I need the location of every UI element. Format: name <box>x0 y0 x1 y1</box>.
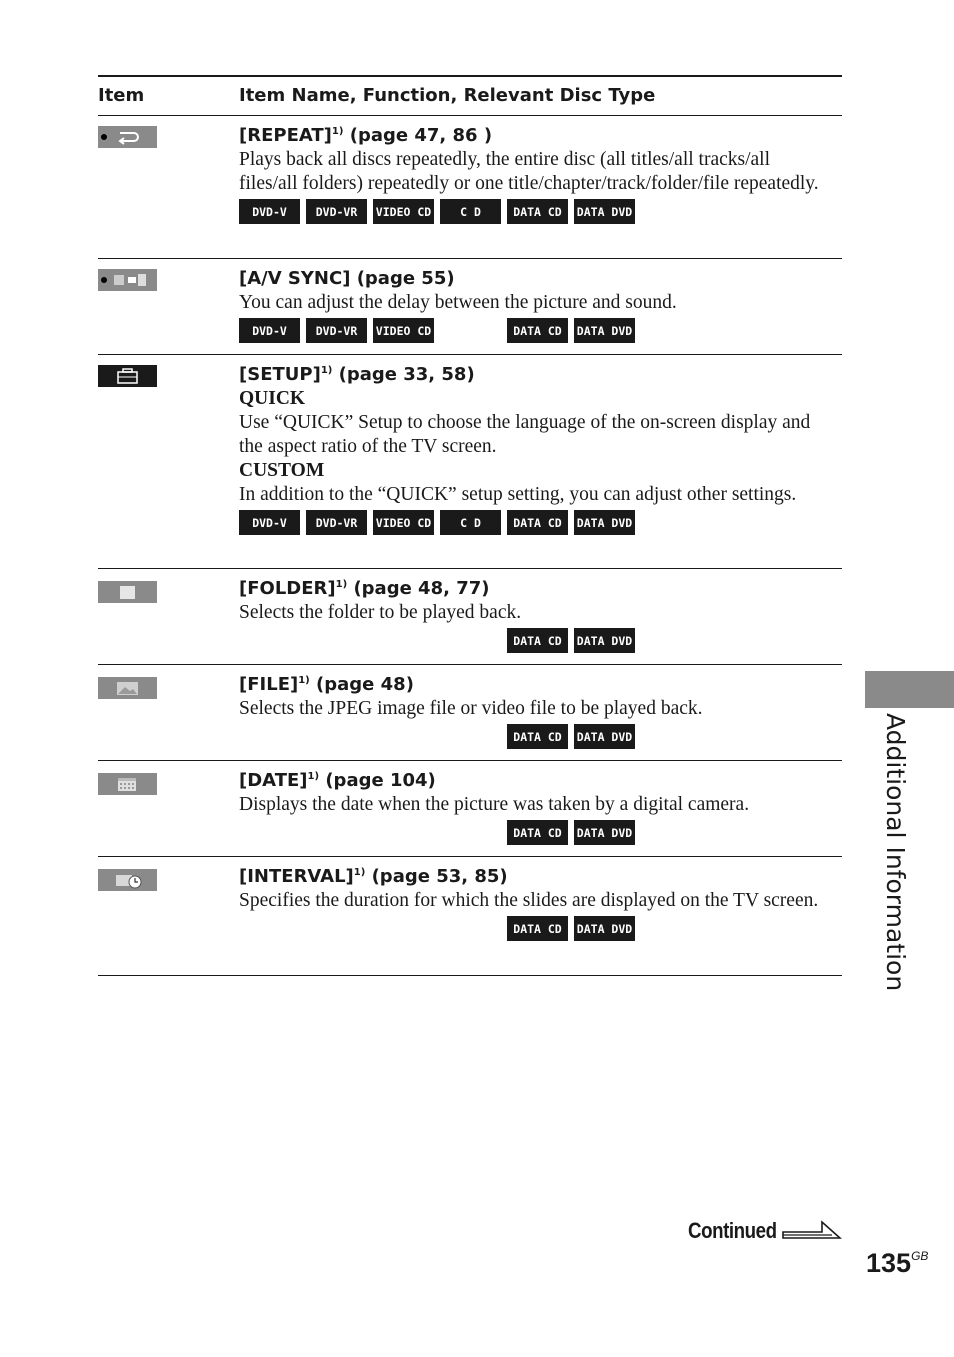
page-number <box>866 1248 928 1279</box>
setup-title: [SETUP] <box>239 364 321 385</box>
avsync-title: [A/V SYNC] (page 55) <box>239 268 455 289</box>
folder-icon <box>98 581 157 603</box>
header-item: Item <box>98 85 145 106</box>
badge-dvd-vr: DVD-VR <box>306 199 367 224</box>
image-file-icon <box>98 677 157 699</box>
folder-description: Selects the folder to be played back. <box>239 602 522 623</box>
file-description: Selects the JPEG image file or video file to be played back. <box>239 698 703 719</box>
footnote-ref: 1) <box>307 771 320 782</box>
continued-arrow-icon <box>782 1218 842 1242</box>
badge-dvd-v: DVD-V <box>239 199 300 224</box>
date-description: Displays the date when the picture was taken by a digital camera. <box>239 794 750 815</box>
footnote-ref: 1) <box>320 365 333 376</box>
badge-cd: C D <box>440 510 501 535</box>
interval-title: [INTERVAL] <box>239 866 354 887</box>
table-row <box>98 569 842 665</box>
file-title: [FILE] <box>239 674 299 695</box>
repeat-description: Plays back all discs repeatedly, the entire disc (all titles/all tracks/all files/all folders) repeatedly or one title/chapter/track/folder/file repeatedly. <box>239 149 819 194</box>
badge-video-cd: VIDEO CD <box>373 318 434 343</box>
disc-type-badges <box>239 916 822 942</box>
badge-data-cd: DATA CD <box>507 318 568 343</box>
section-tab <box>865 671 954 708</box>
badge-dvd-v: DVD-V <box>239 510 300 535</box>
repeat-icon <box>98 126 157 148</box>
date-title: [DATE] <box>239 770 308 791</box>
footnote-ref: 1) <box>353 867 366 878</box>
disc-type-badges <box>239 318 822 344</box>
badge-video-cd: VIDEO CD <box>373 199 434 224</box>
badge-data-dvd: DATA DVD <box>574 724 635 749</box>
badge-data-dvd: DATA DVD <box>574 628 635 653</box>
table-header <box>98 77 842 116</box>
quick-description: Use “QUICK” Setup to choose the language of the on-screen display and the aspect ratio of the TV screen. <box>239 412 811 457</box>
table-row <box>98 116 842 259</box>
badge-video-cd: VIDEO CD <box>373 510 434 535</box>
quick-label: QUICK <box>239 388 306 409</box>
disc-type-badges <box>239 628 822 654</box>
badge-data-dvd: DATA DVD <box>574 510 635 535</box>
custom-label: CUSTOM <box>239 460 325 481</box>
disc-type-badges <box>239 510 822 536</box>
av-sync-icon <box>98 269 157 291</box>
badge-data-dvd: DATA DVD <box>574 318 635 343</box>
slide-interval-icon <box>98 869 157 891</box>
badge-data-cd: DATA CD <box>507 916 568 941</box>
badge-dvd-vr: DVD-VR <box>306 510 367 535</box>
table-row <box>98 857 842 976</box>
table-row <box>98 355 842 569</box>
footnote-ref: 1) <box>298 675 310 686</box>
table-row <box>98 761 842 857</box>
toolbox-icon <box>98 365 157 387</box>
repeat-title: [REPEAT] <box>239 125 332 146</box>
calendar-icon <box>98 773 157 795</box>
setup-page-ref: (page 33, 58) <box>338 364 475 385</box>
section-label: Additional Information <box>881 713 910 992</box>
disc-type-badges <box>239 199 822 225</box>
badge-data-cd: DATA CD <box>507 510 568 535</box>
badge-data-cd: DATA CD <box>507 628 568 653</box>
header-item-name: Item Name, Function, Relevant Disc Type <box>239 85 656 106</box>
avsync-description: You can adjust the delay between the picture and sound. <box>239 292 677 313</box>
badge-data-dvd: DATA DVD <box>574 820 635 845</box>
badge-dvd-v: DVD-V <box>239 318 300 343</box>
disc-type-badges <box>239 724 822 750</box>
page-number-value: 135 <box>866 1248 912 1278</box>
disc-type-badges <box>239 820 822 846</box>
custom-description: In addition to the “QUICK” setup setting, you can adjust other settings. <box>239 484 797 505</box>
folder-title: [FOLDER] <box>239 578 336 599</box>
table-row <box>98 665 842 761</box>
badge-data-dvd: DATA DVD <box>574 199 635 224</box>
date-page-ref: (page 104) <box>325 770 436 791</box>
item-table <box>98 75 842 976</box>
badge-data-cd: DATA CD <box>507 820 568 845</box>
footnote-ref: 1) <box>331 126 344 137</box>
interval-page-ref: (page 53, 85) <box>371 866 508 887</box>
continued-label: Continued <box>688 1218 777 1243</box>
folder-page-ref: (page 48, 77) <box>353 578 490 599</box>
repeat-page-ref: (page 47, 86 ) <box>349 125 493 146</box>
footnote-ref: 1) <box>335 579 348 590</box>
badge-dvd-vr: DVD-VR <box>306 318 367 343</box>
badge-data-cd: DATA CD <box>507 199 568 224</box>
badge-cd: C D <box>440 199 501 224</box>
interval-description: Specifies the duration for which the slides are displayed on the TV screen. <box>239 890 819 911</box>
table-row <box>98 259 842 355</box>
file-page-ref: (page 48) <box>316 674 414 695</box>
badge-data-dvd: DATA DVD <box>574 916 635 941</box>
badge-data-cd: DATA CD <box>507 724 568 749</box>
page-suffix: GB <box>911 1249 929 1263</box>
